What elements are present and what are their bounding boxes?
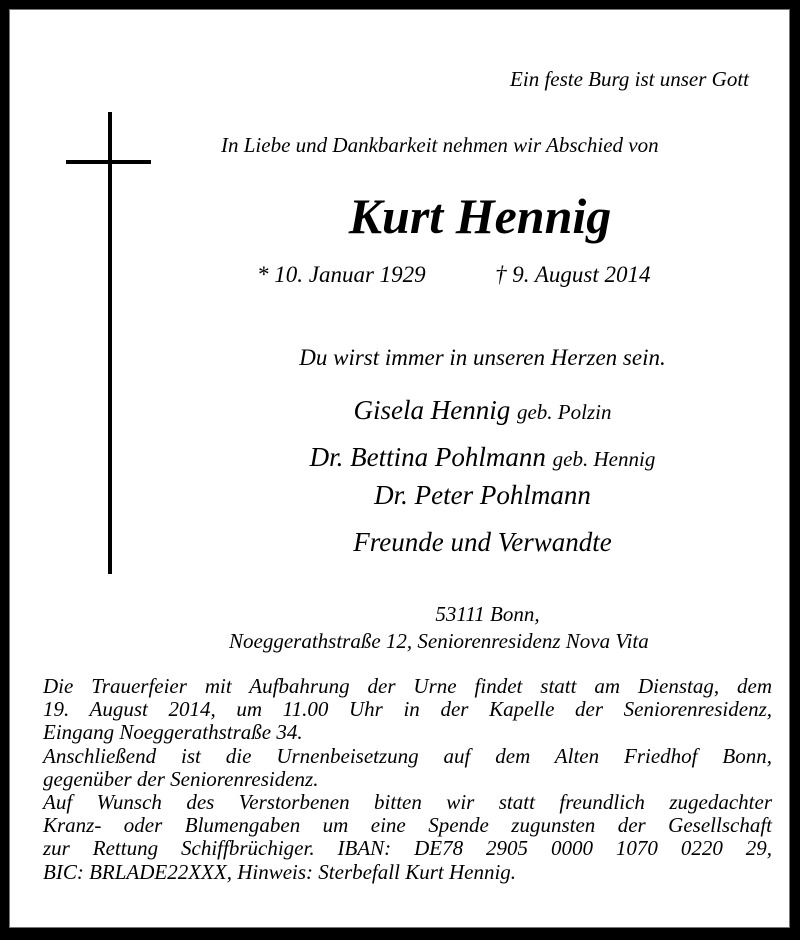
farewell-line: Du wirst immer in unseren Herzen sein. (299, 345, 666, 370)
mourner-name: Dr. Bettina Pohlmann (309, 442, 546, 472)
body-line: Eingang Noeggerathstraße 34. (43, 720, 303, 745)
mourner-name: Dr. Peter Pohlmann (374, 480, 591, 510)
mourner-name: Gisela Hennig (353, 395, 511, 425)
birth-date: * 10. Januar 1929 (257, 262, 426, 287)
death-date: † 9. August 2014 (495, 262, 651, 287)
body-line: Anschließend ist die Urnenbeisetzung auf dem Alten Friedhof Bonn, (43, 743, 772, 768)
mourner (10, 480, 800, 511)
mourner-note: geb. Hennig (552, 447, 656, 471)
cross-icon-horizontal (66, 160, 151, 164)
mourner (10, 395, 800, 426)
intro-line: In Liebe und Dankbarkeit nehmen wir Abschied von (221, 133, 659, 157)
mourner (10, 442, 800, 473)
body-line: zur Rettung Schiffbrüchiger. IBAN: DE78 2905 0000 1070 0220 29, (43, 836, 772, 861)
address-street: Noeggerathstraße 12, Seniorenresidenz Nova Vita (229, 629, 649, 653)
address-city: 53111 Bonn, (435, 602, 540, 626)
mourner-name: Freunde und Verwandte (353, 527, 612, 557)
body-line: Die Trauerfeier mit Aufbahrung der Urne findet statt am Dienstag, dem (43, 674, 772, 698)
funeral-details (43, 675, 772, 884)
mourner-note: geb. Polzin (516, 400, 612, 424)
deceased-name: Kurt Hennig (348, 188, 612, 244)
body-line: Auf Wunsch des Verstorbenen bitten wir statt freundlich zugedachter (43, 790, 772, 815)
motto: Ein feste Burg ist unser Gott (510, 67, 749, 91)
obituary-notice (9, 9, 790, 928)
body-line: 19. August 2014, um 11.00 Uhr in der Kapelle der Seniorenresidenz, (43, 697, 772, 722)
body-line: Kranz- oder Blumengaben um eine Spende zugunsten der Gesellschaft (43, 813, 772, 838)
body-line: gegenüber der Seniorenresidenz. (43, 766, 319, 791)
body-line: BIC: BRLADE22XXX, Hinweis: Sterbefall Kurt Hennig. (43, 859, 517, 884)
mourner (10, 527, 800, 558)
